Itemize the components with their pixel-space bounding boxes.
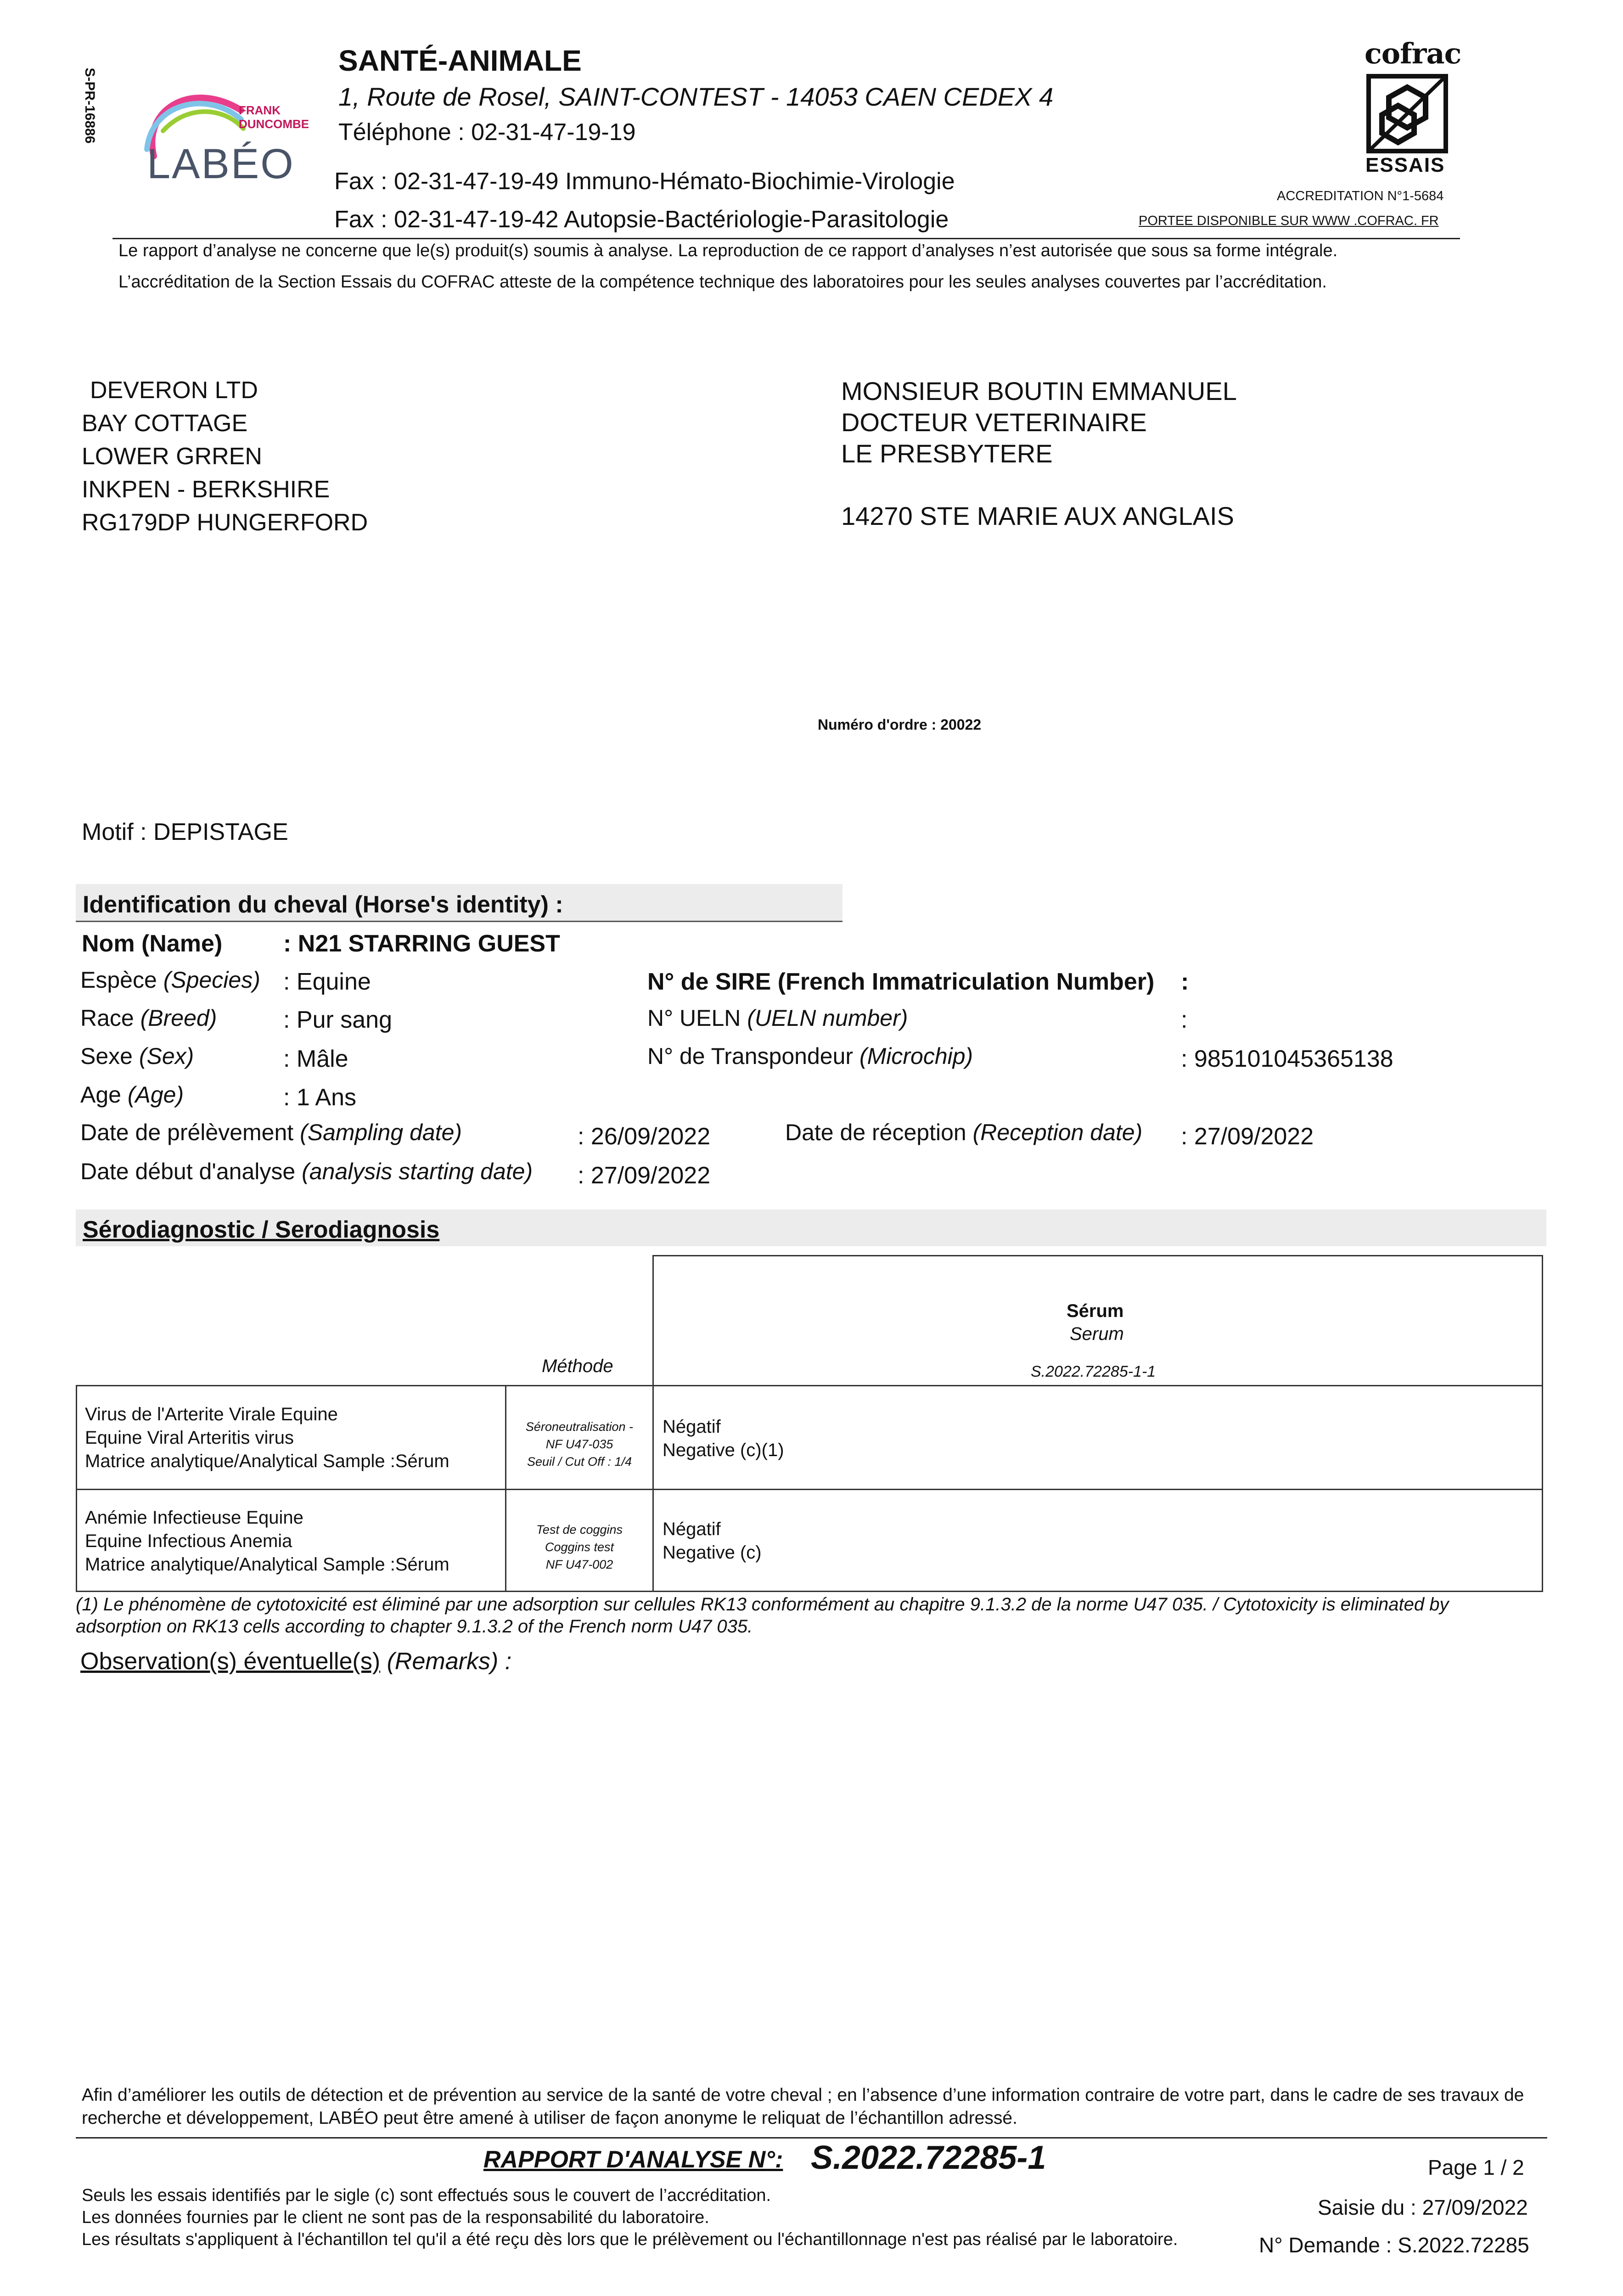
name-value: : N21 STARRING GUEST <box>283 930 560 957</box>
logo-frank: FRANK <box>239 103 281 117</box>
entry-date: Saisie du : 27/09/2022 <box>1318 2195 1528 2219</box>
sire-label: N° de SIRE (French Immatriculation Number) <box>647 968 1155 995</box>
table-line <box>76 1385 1543 1386</box>
transponder-label-en: (Microchip) <box>859 1043 973 1069</box>
motif: Motif : DEPISTAGE <box>82 819 288 845</box>
table-row-method <box>506 1418 652 1470</box>
sex-label-fr: Sexe <box>80 1043 133 1069</box>
owner-line: BAY COTTAGE <box>82 410 248 437</box>
start-date-label <box>80 1158 533 1185</box>
ueln-value: : <box>1181 1007 1188 1033</box>
header-divider <box>112 238 1460 239</box>
sero-title: Sérodiagnostic / Serodiagnosis <box>83 1216 440 1243</box>
lab-address: 1, Route de Rosel, SAINT-CONTEST - 14053 CAEN CEDEX 4 <box>338 82 1054 111</box>
age-value: : 1 Ans <box>283 1084 356 1111</box>
footer-divider <box>76 2137 1547 2138</box>
cytotoxicity-footnote: (1) Le phénomène de cytotoxicité est éliminé par une adsorption sur cellules RK13 conformément au chapitre 9.1.3.2 de la norme U47 035. / Cytotoxicity is eliminated by adsorption on RK13 cells according to chapter 9.1.3.2 of the French norm U47 035. <box>76 1594 1449 1637</box>
document-code <box>73 55 106 156</box>
sample-header-en: Serum <box>1070 1324 1124 1344</box>
lab-fax-2: Fax : 02-31-47-19-42 Autopsie-Bactériologie-Parasitologie <box>334 206 949 233</box>
lab-name: SANTÉ-ANIMALE <box>338 44 582 77</box>
reception-date-label-fr: Date de réception <box>785 1120 966 1145</box>
breed-label-fr: Race <box>80 1005 134 1031</box>
method-line: NF U47-002 <box>545 1558 613 1571</box>
species-label-en: (Species) <box>163 967 260 993</box>
lab-phone: Téléphone : 02-31-47-19-19 <box>338 119 636 146</box>
method-line: Coggins test <box>545 1540 614 1554</box>
ueln-label-en: (UELN number) <box>747 1005 908 1031</box>
remarks-label-en: (Remarks) : <box>387 1648 512 1675</box>
breed-value: : Pur sang <box>283 1007 393 1033</box>
table-line <box>76 1385 77 1592</box>
cofrac-mark-icon <box>1366 73 1449 154</box>
request-number: N° Demande : S.2022.72285 <box>1259 2233 1529 2257</box>
reception-date-value: : 27/09/2022 <box>1181 1123 1314 1150</box>
lab-fax-1: Fax : 02-31-47-19-49 Immuno-Hémato-Biochimie-Virologie <box>334 168 955 195</box>
privacy-notice: Afin d’améliorer les outils de détection et de prévention au service de la santé de votre cheval ; en l’absence d’une information contraire de votre part, dans le cadre de ses travaux de recherche et développement, LABÉO peut être amené à utiliser de façon anonyme le reliquat de l’échantillon adressé. <box>82 2085 1524 2128</box>
logo-labeo: LABÉO <box>147 141 295 187</box>
transponder-value: : 985101045365138 <box>1181 1046 1393 1072</box>
table-row-method <box>506 1521 652 1573</box>
report-number: S.2022.72285-1 <box>811 2139 1046 2176</box>
sample-header-fr: Sérum <box>1067 1301 1124 1321</box>
species-value: : Equine <box>283 968 371 995</box>
method-line: NF U47-035 <box>545 1437 613 1451</box>
analysis-line: Matrice analytique/Analytical Sample :Sérum <box>85 1451 449 1471</box>
start-date-label-en: (analysis starting date) <box>302 1159 533 1184</box>
table-line <box>652 1255 654 1592</box>
sire-value: : <box>1181 968 1189 995</box>
breed-label-en: (Breed) <box>140 1005 217 1031</box>
accreditation-number: ACCREDITATION N°1-5684 <box>1277 189 1444 203</box>
analysis-line: Virus de l'Arterite Virale Equine <box>85 1404 338 1424</box>
table-row-result <box>663 1415 784 1462</box>
transponder-label-fr: N° de Transpondeur <box>647 1043 854 1069</box>
analysis-line: Equine Viral Arteritis virus <box>85 1428 294 1448</box>
method-column-header: Méthode <box>542 1356 613 1376</box>
table-line <box>76 1489 1543 1490</box>
age-label <box>80 1081 184 1108</box>
table-line <box>1542 1255 1543 1592</box>
sample-id: S.2022.72285-1-1 <box>1031 1363 1156 1380</box>
breed-label <box>80 1005 217 1031</box>
sex-label-en: (Sex) <box>139 1043 194 1069</box>
vet-line: DOCTEUR VETERINAIRE <box>841 408 1147 437</box>
footer-note-3: Les résultats s'appliquent à l'échantillon tel qu'il a été reçu dès lors que le prélèvement ou l'échantillonnage n'est pas réalisé par le laboratoire. <box>82 2230 1178 2249</box>
vet-line: LE PRESBYTERE <box>841 439 1053 468</box>
cofrac-essais: ESSAIS <box>1365 154 1445 176</box>
vet-address <box>841 376 1237 532</box>
analysis-line: Matrice analytique/Analytical Sample :Sérum <box>85 1554 449 1575</box>
reception-date-label <box>785 1119 1142 1146</box>
vet-line: MONSIEUR BOUTIN EMMANUEL <box>841 377 1237 405</box>
start-date-value: : 27/09/2022 <box>578 1162 711 1189</box>
table-line <box>76 1591 1543 1592</box>
footer-note-2: Les données fournies par le client ne sont pas de la responsabilité du laboratoire. <box>82 2208 709 2227</box>
sampling-date-label <box>80 1119 462 1146</box>
species-label <box>80 967 260 993</box>
table-row-result <box>663 1518 762 1564</box>
reception-date-label-en: (Reception date) <box>972 1120 1143 1145</box>
sampling-date-label-en: (Sampling date) <box>300 1120 462 1145</box>
order-number: Numéro d'ordre : 20022 <box>818 716 982 733</box>
owner-line: LOWER GRREN <box>82 443 262 470</box>
cofrac-logo-text: cofrac <box>1365 37 1461 70</box>
vet-line: 14270 STE MARIE AUX ANGLAIS <box>841 501 1234 530</box>
owner-line: DEVERON LTD <box>90 377 258 404</box>
owner-line: RG179DP HUNGERFORD <box>82 509 368 536</box>
disclaimer-line-1: Le rapport d’analyse ne concerne que le(s) produit(s) soumis à analyse. La reproduction de ce rapport d’analyses n’est autorisée que sous sa forme intégrale. <box>118 241 1338 260</box>
analysis-line: Equine Infectious Anemia <box>85 1531 292 1551</box>
portee-link[interactable]: PORTEE DISPONIBLE SUR WWW .COFRAC. FR <box>1139 214 1439 228</box>
report-number-label: RAPPORT D'ANALYSE N°: <box>483 2146 783 2173</box>
vet-line <box>841 469 1237 501</box>
footer-note-1: Seuls les essais identifiés par le sigle (c) sont effectués sous le couvert de l’accréditation. <box>82 2186 771 2205</box>
page-number: Page 1 / 2 <box>1428 2155 1524 2179</box>
age-label-en: (Age) <box>127 1082 184 1108</box>
age-label-fr: Age <box>80 1082 121 1108</box>
logo-duncombe: DUNCOMBE <box>239 117 309 131</box>
ueln-label-fr: N° UELN <box>647 1005 741 1031</box>
result-line: Négatif <box>663 1417 721 1437</box>
method-line: Test de coggins <box>536 1523 623 1536</box>
table-row-analysis <box>85 1506 449 1576</box>
method-line: Séroneutralisation - <box>525 1420 634 1434</box>
identity-title: Identification du cheval (Horse's identity) : <box>83 891 563 918</box>
owner-line: INKPEN - BERKSHIRE <box>82 476 330 503</box>
result-line: Negative (c)(1) <box>663 1440 784 1460</box>
name-label: Nom (Name) <box>82 930 223 957</box>
disclaimer-line-2: L’accréditation de la Section Essais du COFRAC atteste de la compétence technique des laboratoires pour les seules analyses couvertes par l’accréditation. <box>118 272 1327 292</box>
method-line: Seuil / Cut Off : 1/4 <box>527 1455 632 1469</box>
species-label-fr: Espèce <box>80 967 157 993</box>
result-line: Negative (c) <box>663 1542 762 1563</box>
document-code-text: S-PR-16886 <box>82 68 97 144</box>
sex-label <box>80 1043 194 1069</box>
sex-value: : Mâle <box>283 1046 348 1072</box>
remarks-label <box>80 1648 511 1675</box>
remarks-label-fr: Observation(s) éventuelle(s) <box>80 1648 381 1675</box>
ueln-label <box>647 1005 908 1031</box>
table-row-analysis <box>85 1403 449 1473</box>
result-line: Négatif <box>663 1519 721 1539</box>
start-date-label-fr: Date début d'analyse <box>80 1159 296 1184</box>
sampling-date-value: : 26/09/2022 <box>578 1123 711 1150</box>
labeo-logo <box>119 76 326 195</box>
sampling-date-label-fr: Date de prélèvement <box>80 1120 294 1145</box>
transponder-label <box>647 1043 973 1069</box>
owner-address <box>82 374 368 539</box>
analysis-line: Anémie Infectieuse Equine <box>85 1508 303 1528</box>
table-line <box>652 1255 1543 1256</box>
